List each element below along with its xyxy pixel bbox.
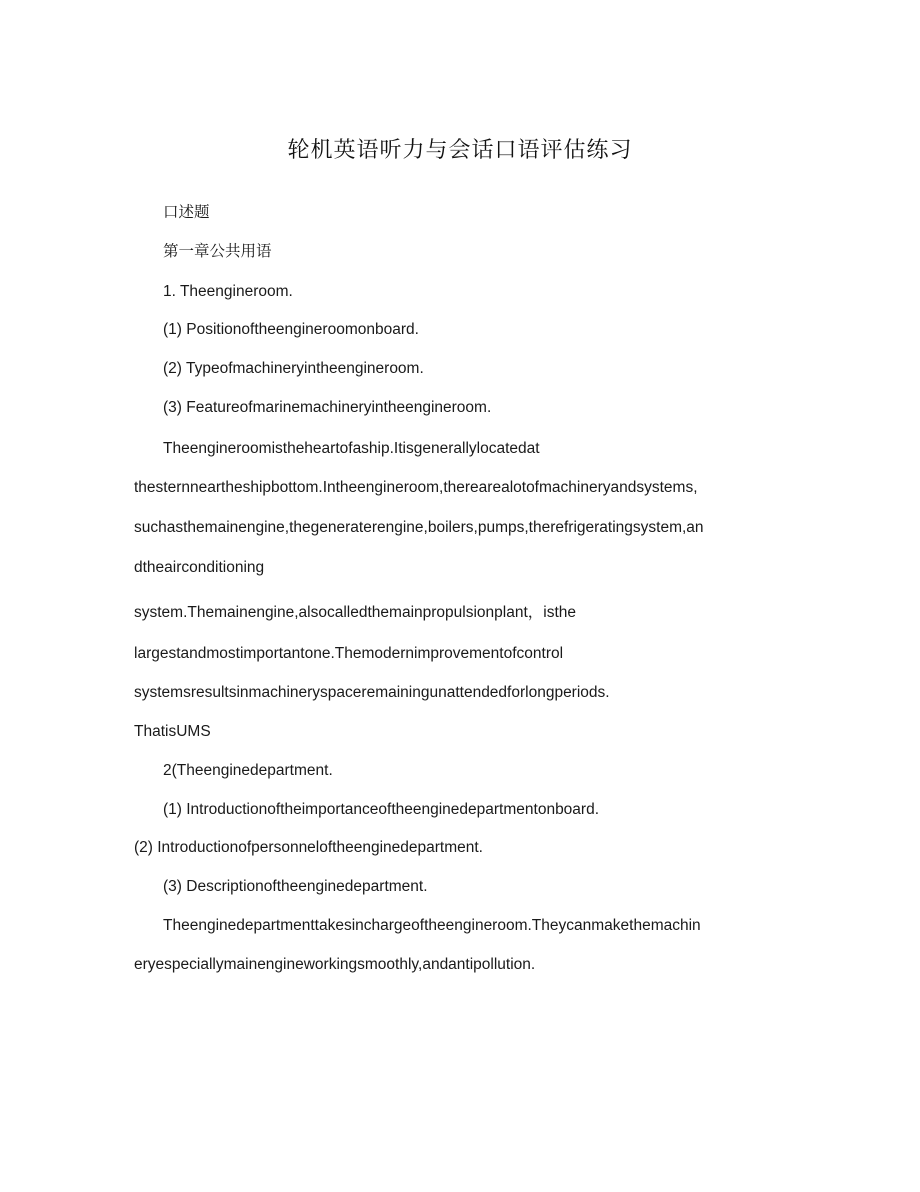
paragraph-line: largestandmostimportantone.Themodernimprovementofcontrol (134, 645, 564, 662)
paragraph-line: Theenginedepartmenttakesinchargeoftheengineroom.Theycanmakethemachin (163, 917, 701, 934)
document-title: 轮机英语听力与会话口语评估练习 (287, 138, 633, 163)
item-heading: 2(Theenginedepartment. (163, 762, 333, 779)
paragraph-line: eryespeciallymainengineworkingsmoothly,andantipollution. (134, 956, 536, 973)
paragraph-line: thesternneartheshipbottom.Intheengineroom,therearealotofmachineryandsystems, (134, 479, 698, 496)
sub-item: (2) Typeofmachineryintheengineroom. (163, 360, 424, 377)
paragraph-line: ThatisUMS (134, 723, 211, 740)
item-heading: 1. Theengineroom. (163, 283, 293, 300)
paragraph-line: suchasthemainengine,thegeneraterengine,boilers,pumps,therefrigeratingsystem,an (134, 519, 704, 536)
paragraph-line: systemsresultsinmachineryspaceremainingunattendedforlongperiods. (134, 684, 610, 701)
paragraph-line: system.Themainengine,alsocalledthemainpropulsionplant，isthe (134, 604, 576, 621)
section-label: 口述题 (163, 203, 210, 221)
paragraph-line: dtheairconditioning (134, 559, 265, 576)
sub-item: (1) Introductionoftheimportanceoftheenginedepartmentonboard. (163, 801, 600, 818)
sub-item: (1) Positionoftheengineroomonboard. (163, 321, 419, 338)
chapter-heading: 第一章公共用语 (163, 242, 272, 260)
sub-item: (3) Featureofmarinemachineryintheengineroom. (163, 399, 492, 416)
sub-item: (3) Descriptionoftheenginedepartment. (163, 878, 428, 895)
sub-item: (2) Introductionofpersonneloftheenginedepartment. (134, 839, 483, 856)
paragraph-line: Theengineroomistheheartofaship.Itisgenerallylocatedat (163, 440, 540, 457)
